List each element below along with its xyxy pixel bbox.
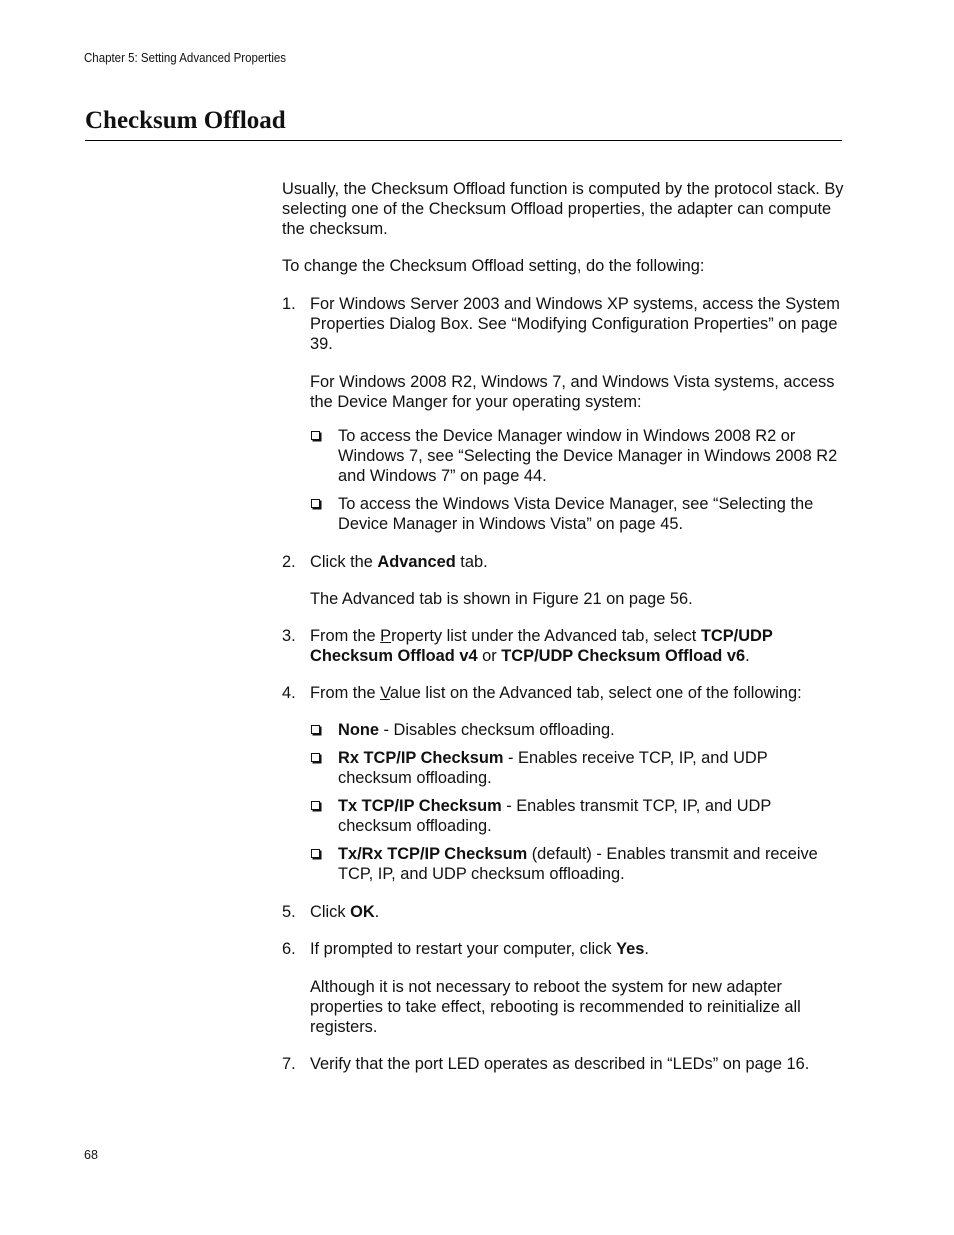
step-note: For Windows 2008 R2, Windows 7, and Windows Vista systems, access the Device Manger for your operating system: — [310, 373, 835, 411]
step-7 — [282, 1054, 844, 1074]
step-2 — [282, 552, 844, 609]
square-bullet-icon — [311, 725, 320, 734]
step-number: 6. — [282, 940, 296, 958]
list-item: Tx/Rx TCP/IP Checksum (default) - Enables transmit and receive TCP, IP, and UDP checksum offloading. — [310, 844, 844, 884]
body-content — [282, 179, 844, 1074]
list-item: None - Disables checksum offloading. — [310, 720, 844, 740]
step-text: Click the Advanced tab. — [310, 553, 488, 571]
list-item: To access the Device Manager window in Windows 2008 R2 or Windows 7, see “Selecting the Device Manager in Windows 2008 R2 and Windows 7” on page 44. — [310, 426, 844, 486]
square-bullet-icon — [311, 849, 320, 858]
list-item: Rx TCP/IP Checksum - Enables receive TCP, IP, and UDP checksum offloading. — [310, 748, 844, 788]
step-number: 4. — [282, 684, 296, 702]
square-bullet-icon — [311, 499, 320, 508]
intro-paragraph: Usually, the Checksum Offload function is computed by the protocol stack. By selecting one of the Checksum Offload properties, the adapter can compute the checksum. — [282, 180, 844, 238]
list-item: Tx TCP/IP Checksum - Enables transmit TCP, IP, and UDP checksum offloading. — [310, 796, 844, 836]
running-header: Chapter 5: Setting Advanced Properties — [84, 51, 287, 65]
step-text: Verify that the port LED operates as described in “LEDs” on page 16. — [310, 1055, 810, 1073]
step-text: If prompted to restart your computer, click Yes. — [310, 940, 649, 958]
step-1 — [282, 294, 844, 534]
section-title: Checksum Offload — [85, 107, 286, 134]
instruction-lead: To change the Checksum Offload setting, do the following: — [282, 257, 705, 275]
step-number: 7. — [282, 1055, 296, 1073]
list-item: To access the Windows Vista Device Manager, see “Selecting the Device Manager in Windows Vista” on page 45. — [310, 494, 844, 534]
step-note: Although it is not necessary to reboot the system for new adapter properties to take effect, rebooting is recommended to reinitialize all registers. — [310, 978, 801, 1036]
step-text: From the Value list on the Advanced tab, select one of the following: — [310, 684, 802, 702]
step-number: 3. — [282, 627, 296, 645]
option-list — [310, 720, 844, 884]
step-text: For Windows Server 2003 and Windows XP systems, access the System Properties Dialog Box. See “Modifying Configuration Properties” on page 39. — [310, 295, 840, 353]
step-note: The Advanced tab is shown in Figure 21 on page 56. — [310, 590, 693, 608]
page-number: 68 — [84, 1148, 98, 1162]
step-6 — [282, 939, 844, 1037]
square-bullet-icon — [311, 801, 320, 810]
title-rule — [85, 140, 842, 141]
step-number: 2. — [282, 553, 296, 571]
step-5 — [282, 902, 844, 922]
square-bullet-icon — [311, 753, 320, 762]
bullet-list — [310, 426, 844, 534]
step-number: 5. — [282, 903, 296, 921]
step-3 — [282, 626, 844, 666]
step-4 — [282, 683, 844, 884]
square-bullet-icon — [311, 431, 320, 440]
step-text: From the Property list under the Advanced tab, select TCP/UDP Checksum Offload v4 or TCP/UDP Checksum Offload v6. — [310, 627, 773, 665]
step-number: 1. — [282, 295, 296, 313]
step-text: Click OK. — [310, 903, 380, 921]
